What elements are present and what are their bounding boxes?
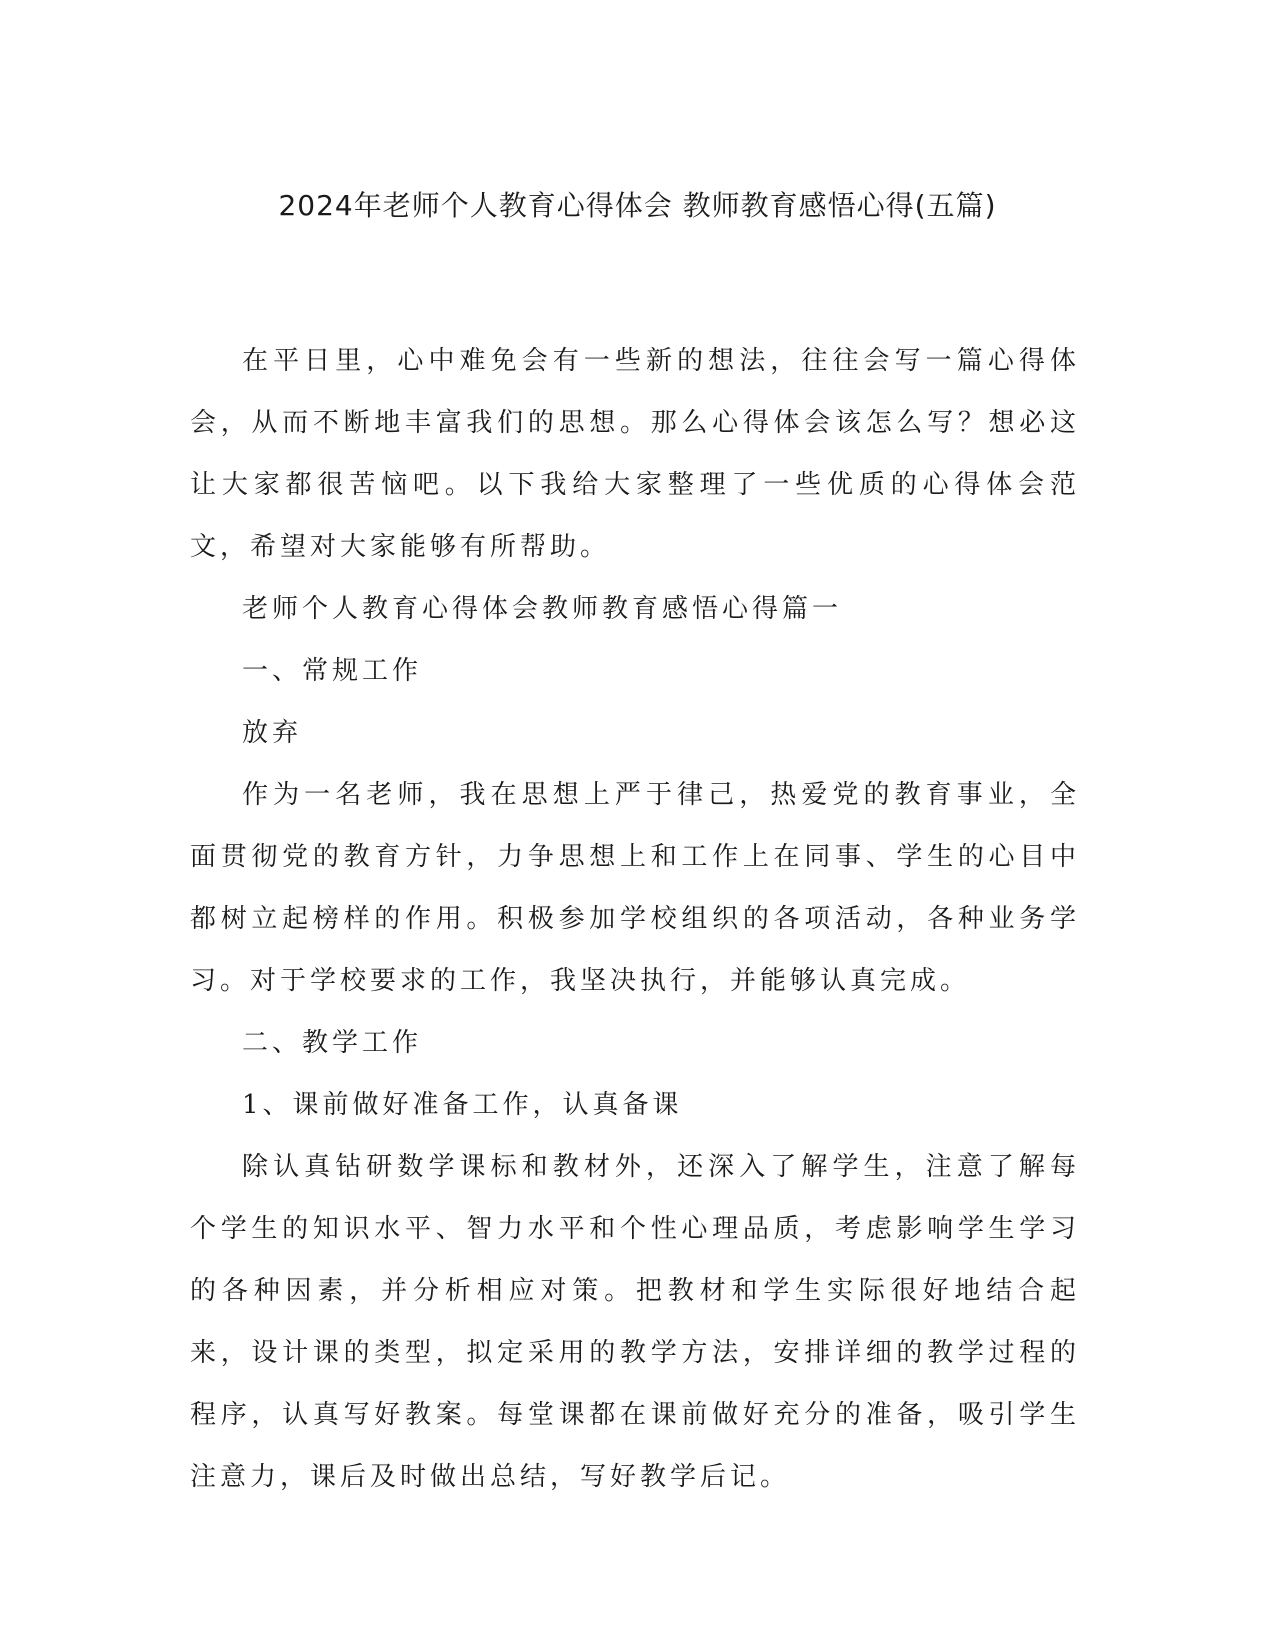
line-give-up: 放弃 (242, 718, 303, 748)
lesson-preparation-paragraph: 除认真钻研数学课标和教材外，还深入了解学生，注意了解每个学生的知识水平、智力水平和个性心理品质，考虑影响学生学习的各种因素，并分析相应对策。把教材和学生实际很好地结合起来，设计课的类型，拟定采用的教学方法，安排详细的教学过程的程序，认真写好教案。每堂课都在课前做好充分的准备，吸引学生注意力，课后及时做出总结，写好教学后记。 (190, 1152, 1080, 1492)
subheading-lesson-preparation: 1、课前做好准备工作，认真备课 (242, 1090, 683, 1120)
document-title: 2024年老师个人教育心得体会 教师教育感悟心得(五篇) (278, 189, 997, 222)
section-heading-part-one: 老师个人教育心得体会教师教育感悟心得篇一 (242, 594, 843, 624)
subheading-teaching-work: 二、教学工作 (242, 1028, 423, 1058)
subheading-routine-work: 一、常规工作 (242, 656, 423, 686)
intro-paragraph: 在平日里，心中难免会有一些新的想法，往往会写一篇心得体会，从而不断地丰富我们的思想。那么心得体会该怎么写？想必这让大家都很苦恼吧。以下我给大家整理了一些优质的心得体会范文，希望对大家能够有所帮助。 (190, 346, 1080, 562)
document-body (190, 330, 1080, 1508)
routine-work-paragraph: 作为一名老师，我在思想上严于律己，热爱党的教育事业，全面贯彻党的教育方针，力争思想上和工作上在同事、学生的心目中都树立起榜样的作用。积极参加学校组织的各项活动，各种业务学习。对于学校要求的工作，我坚决执行，并能够认真完成。 (190, 780, 1080, 996)
